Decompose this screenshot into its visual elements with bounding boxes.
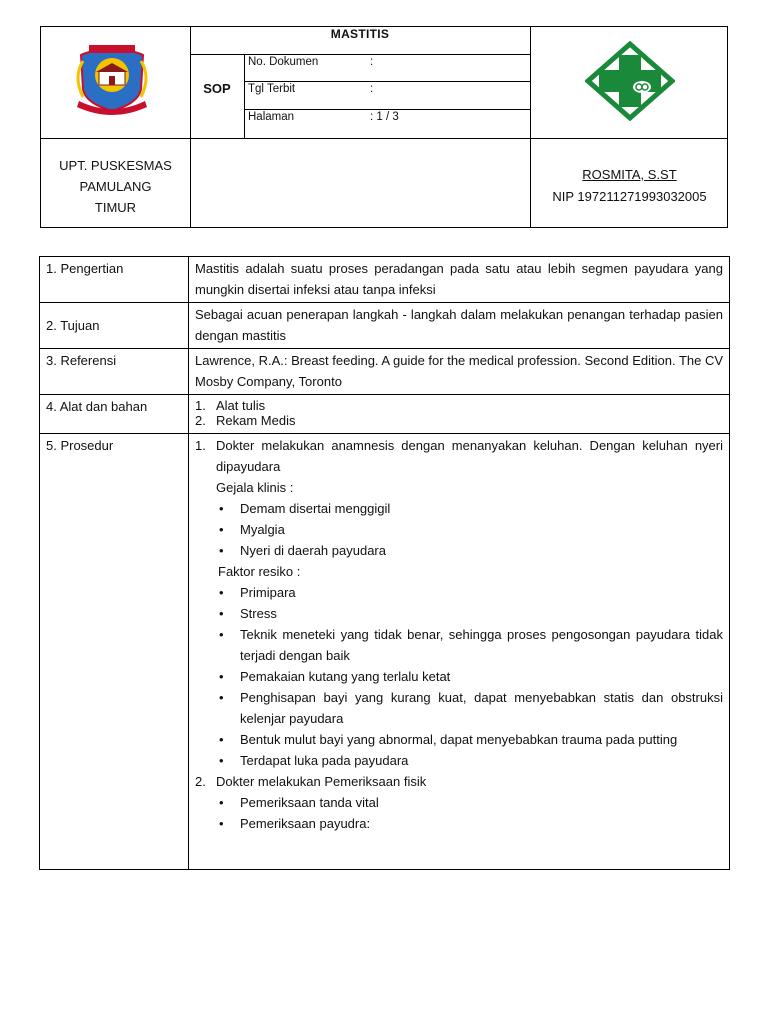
- divider: [190, 27, 191, 227]
- list-item: • Stress: [195, 603, 723, 624]
- list-item: 1. Alat tulis: [195, 398, 266, 413]
- meta-value-no-dokumen: :: [370, 56, 374, 68]
- row-tujuan: [40, 303, 730, 349]
- list-item: • Pemeriksaan tanda vital: [195, 792, 723, 813]
- signatory-name: ROSMITA, S.ST: [582, 167, 677, 182]
- list-item: 2. Rekam Medis: [195, 413, 296, 428]
- document-title: MASTITIS: [330, 27, 390, 41]
- row-label: 2. Tujuan: [40, 303, 189, 349]
- row-referensi: [40, 349, 730, 395]
- row-label: 1. Pengertian: [40, 257, 189, 303]
- list-item: • Teknik meneteki yang tidak benar, sehingga proses pengosongan payudara tidak terjadi dengan baik: [195, 624, 723, 666]
- list-item: • Demam disertai menggigil: [195, 498, 723, 519]
- list-item: • Pemakaian kutang yang terlalu ketat: [195, 666, 723, 687]
- divider: [41, 138, 727, 139]
- organization-name: UPT. PUSKESMAS PAMULANG TIMUR: [59, 158, 172, 215]
- section-heading: Faktor resiko :: [218, 564, 301, 579]
- row-alat: [40, 395, 730, 434]
- row-label: 5. Prosedur: [40, 434, 189, 870]
- section-heading: Gejala klinis :: [216, 480, 294, 495]
- list-item: • Nyeri di daerah payudara: [195, 540, 723, 561]
- meta-label-no-dokumen: No. Dokumen: [248, 56, 319, 68]
- procedure-step: 1. Dokter melakukan anamnesis dengan menanyakan keluhan. Dengan keluhan nyeri dipayudara: [195, 438, 723, 474]
- list-item: • Terdapat luka pada payudara: [195, 750, 723, 771]
- row-pengertian: [40, 257, 730, 303]
- row-prosedur: [40, 434, 730, 870]
- tangsel-emblem-icon: [69, 41, 155, 115]
- divider: [244, 81, 530, 82]
- row-list: [189, 395, 730, 434]
- row-label: 4. Alat dan bahan: [40, 395, 189, 434]
- row-text: Mastitis adalah suatu proses peradangan pada satu atau lebih segmen payudara yang mungkin disertai infeksi atau tanpa infeksi: [189, 257, 730, 303]
- list-item: • Myalgia: [195, 519, 723, 540]
- procedure-step: 2. Dokter melakukan Pemeriksaan fisik: [195, 774, 427, 789]
- list-item: • Bentuk mulut bayi yang abnormal, dapat menyebabkan trauma pada putting: [195, 729, 723, 750]
- meta-value-tgl-terbit: :: [370, 83, 374, 95]
- list-item: • Primipara: [195, 582, 723, 603]
- puskesmas-logo-icon: [585, 41, 675, 121]
- divider: [190, 54, 530, 55]
- sop-header-table: [40, 26, 728, 228]
- sop-label: SOP: [203, 81, 231, 96]
- list-item: • Pemeriksaan payudra:: [195, 813, 723, 834]
- meta-label-tgl-terbit: Tgl Terbit: [248, 83, 296, 95]
- meta-value-halaman: : 1 / 3: [370, 111, 399, 123]
- list-item: • Penghisapan bayi yang kurang kuat, dapat menyebabkan statis dan obstruksi kelenjar payudara: [195, 687, 723, 729]
- divider: [244, 109, 530, 110]
- divider: [244, 54, 245, 138]
- row-text: Lawrence, R.A.: Breast feeding. A guide for the medical profession. Second Edition. The CV Mosby Company, Toronto: [189, 349, 730, 395]
- row-label: 3. Referensi: [40, 349, 189, 395]
- signatory-nip: NIP 197211271993032005: [552, 189, 707, 204]
- row-text: Sebagai acuan penerapan langkah - langkah dalam melakukan penangan terhadap pasien dengan mastitis: [189, 303, 730, 349]
- procedure-list: [189, 434, 730, 870]
- meta-label-halaman: Halaman: [248, 111, 295, 123]
- sop-content-table: [39, 256, 730, 870]
